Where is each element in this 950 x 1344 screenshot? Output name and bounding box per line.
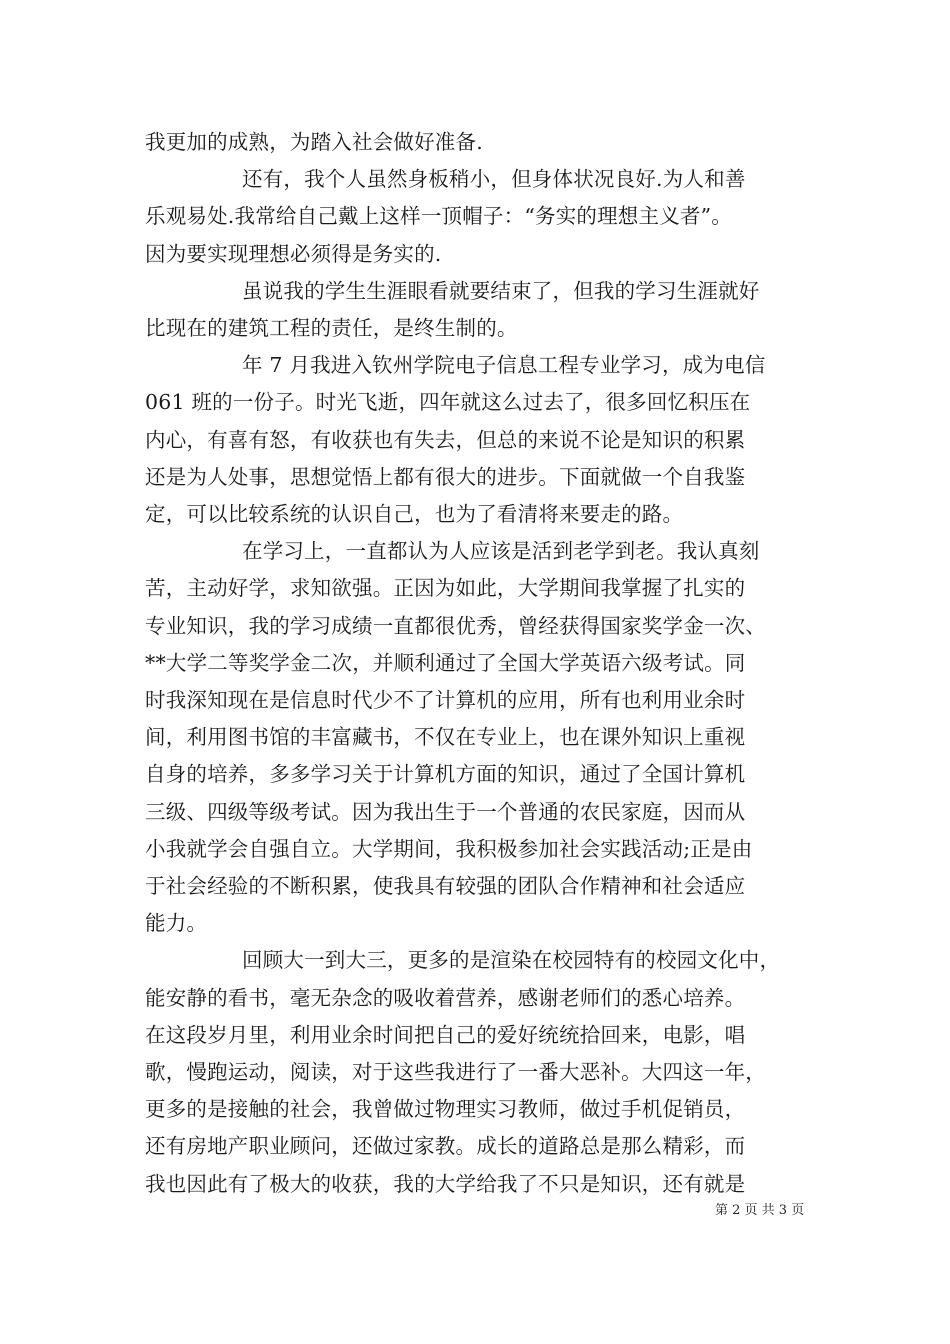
text-line: 在学习上，一直都认为人应该是活到老学到老。我认真刻 — [242, 539, 760, 563]
text-line: 乐观易处.我常给自己戴上这样一顶帽子：“务实的理想主义者”。 — [145, 204, 732, 228]
text-line: **大学二等奖学金二次，并顺利通过了全国大学英语六级考试。同 — [145, 651, 746, 675]
text-line: 内心，有喜有怒，有收获也有失去，但总的来说不论是知识的积累 — [145, 428, 746, 452]
text-line: 还有，我个人虽然身板稍小，但身体状况良好.为人和善 — [242, 167, 746, 191]
text-line: 小我就学会自强自立。大学期间，我积极参加社会实践活动;正是由 — [145, 837, 753, 861]
text-line: 时我深知现在是信息时代少不了计算机的应用，所有也利用业余时 — [145, 688, 746, 712]
page-number: 第 2 页 共 3 页 — [715, 1203, 805, 1218]
text-line: 还是为人处事，思想觉悟上都有很大的进步。下面就做一个自我鉴 — [145, 465, 746, 489]
text-line: 于社会经验的不断积累，使我具有较强的团队合作精神和社会适应 — [145, 874, 746, 898]
text-line: 自身的培养，多多学习关于计算机方面的知识，通过了全国计算机 — [145, 762, 746, 786]
text-line: 还有房地产职业顾问，还做过家教。成长的道路总是那么精彩，而 — [145, 1134, 746, 1158]
text-line: 回顾大一到大三，更多的是渲染在校园特有的校园文化中， — [242, 948, 781, 972]
text-line: 能安静的看书，毫无杂念的吸收着营养，感谢老师们的悉心培养。 — [145, 986, 746, 1010]
text-line: 歌，慢跑运动，阅读，对于这些我进行了一番大恶补。大四这一年， — [145, 1060, 766, 1084]
text-line: 我也因此有了极大的收获，我的大学给我了不只是知识，还有就是 — [145, 1172, 746, 1196]
text-line: 定，可以比较系统的认识自己，也为了看清将来要走的路。 — [145, 502, 684, 526]
text-line: 间，利用图书馆的丰富藏书，不仅在专业上，也在课外知识上重视 — [145, 725, 746, 749]
text-line: 我更加的成熟，为踏入社会做好准备. — [145, 130, 483, 154]
text-line: 专业知识，我的学习成绩一直都很优秀，曾经获得国家奖学金一次、 — [145, 614, 766, 638]
text-line: 在这段岁月里，利用业余时间把自己的爱好统统拾回来，电影，唱 — [145, 1023, 746, 1047]
text-line: 能力。 — [145, 911, 208, 935]
text-line: 苦，主动好学，求知欲强。正因为如此，大学期间我掌握了扎实的 — [145, 576, 746, 600]
text-line: 更多的是接触的社会，我曾做过物理实习教师，做过手机促销员， — [145, 1097, 746, 1121]
text-line: 三级、四级等级考试。因为我出生于一个普通的农民家庭，因而从 — [145, 800, 746, 824]
text-line: 虽说我的学生生涯眼看就要结束了，但我的学习生涯就好 — [242, 279, 760, 303]
text-line: 比现在的建筑工程的责任，是终生制的。 — [145, 316, 518, 340]
text-line: 年 7 月我进入钦州学院电子信息工程专业学习，成为电信 — [242, 353, 766, 377]
text-line: 因为要实现理想必须得是务实的. — [145, 242, 442, 266]
text-line: 061 班的一份子。时光飞逝，四年就这么过去了，很多回忆积压在 — [145, 390, 751, 414]
